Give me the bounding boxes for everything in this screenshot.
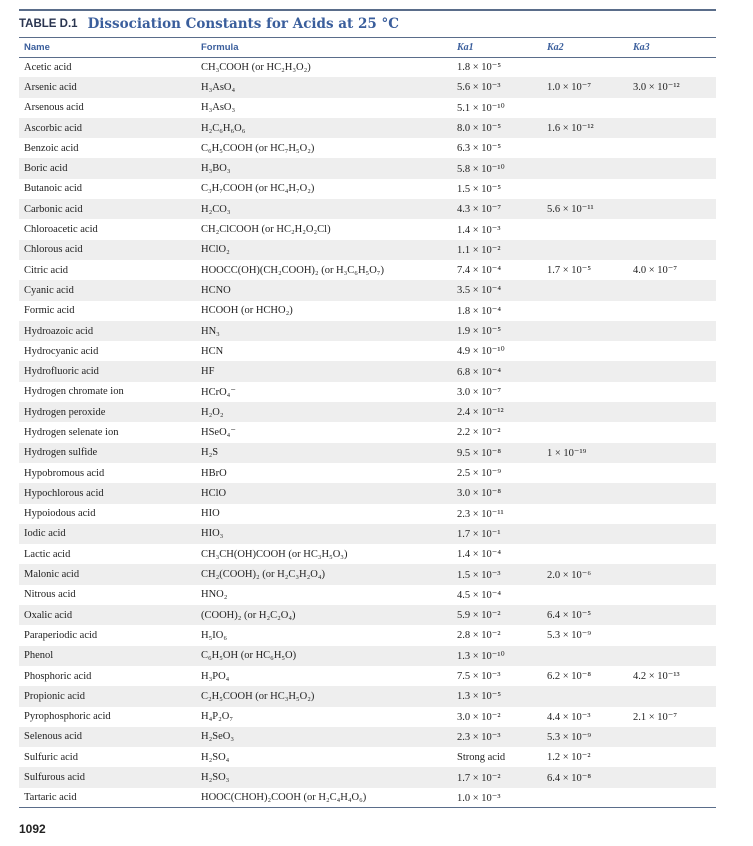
cell-ka3: [633, 585, 716, 605]
cell-name: Hypoiodous acid: [24, 508, 96, 520]
cell-ka2: 5.3 × 10⁻⁹: [547, 727, 633, 747]
table-caption: Dissociation Constants for Acids at 25 °C: [87, 16, 399, 32]
cell-name: Hypochlorous acid: [19, 483, 201, 503]
cell-name: Selenous acid: [19, 727, 201, 747]
cell-ka3: [633, 767, 716, 787]
cell-formula: C₃H₇COOH (or HC₄H₇O₂): [201, 183, 315, 195]
cell-formula: CH₂ClCOOH (or HC₂H₂O₂Cl): [201, 224, 331, 236]
table-row: [19, 605, 716, 625]
table-row: [19, 118, 716, 138]
cell-ka3: [633, 605, 716, 625]
cell-name: Hydrogen peroxide: [19, 402, 201, 422]
cell-name: Arsenous acid: [24, 102, 84, 114]
cell-name: Phosphoric acid: [24, 670, 92, 682]
table-row: [19, 686, 716, 706]
cell-formula: HN₃: [201, 321, 457, 341]
cell-ka1: 2.4 × 10⁻¹²: [457, 402, 547, 422]
cell-ka3: 2.1 × 10⁻⁷: [633, 711, 677, 723]
page-number: 1092: [19, 822, 46, 837]
cell-formula: H₂C₆H₆O₆: [201, 118, 457, 138]
table-label: TABLE D.1: [19, 18, 78, 30]
cell-ka1: 4.5 × 10⁻⁴: [457, 589, 501, 601]
cell-ka1: 1.8 × 10⁻⁵: [457, 62, 501, 74]
table-row: [19, 199, 716, 219]
cell-ka1: 2.2 × 10⁻²: [457, 427, 501, 439]
table-row: [19, 341, 716, 361]
table-row: [19, 57, 716, 77]
cell-ka2: [547, 219, 633, 239]
cell-ka1: 4.9 × 10⁻¹⁰: [457, 346, 505, 358]
cell-ka1: 1.3 × 10⁻⁵: [457, 686, 547, 706]
table-row: [19, 524, 716, 544]
cell-ka1: 3.0 × 10⁻²: [457, 711, 501, 723]
cell-formula: HF: [201, 361, 457, 381]
cell-ka3: [633, 321, 716, 341]
table-row: [19, 564, 716, 584]
cell-ka2: 4.4 × 10⁻³: [547, 711, 591, 723]
table-row: [19, 666, 716, 686]
cell-name: Chlorous acid: [19, 240, 201, 260]
cell-ka2: [547, 98, 633, 118]
table-row: [19, 77, 716, 97]
cell-ka2: 5.3 × 10⁻⁹: [547, 630, 591, 642]
cell-ka1: 5.1 × 10⁻¹⁰: [457, 102, 505, 114]
table-row: [19, 138, 716, 158]
cell-ka3: [633, 483, 716, 503]
cell-ka1: 1.0 × 10⁻³: [457, 788, 547, 808]
cell-ka3: [633, 98, 716, 118]
cell-formula: HClO₂: [201, 240, 457, 260]
header-ka1: Ka1: [457, 38, 547, 57]
cell-formula: H₂O₂: [201, 402, 457, 422]
cell-ka3: 3.0 × 10⁻¹²: [633, 77, 716, 97]
cell-ka3: [633, 625, 716, 645]
cell-ka2: [547, 301, 633, 321]
cell-ka3: [633, 199, 716, 219]
cell-name: Hydrocyanic acid: [24, 345, 99, 357]
cell-formula: H₄P₂O₇: [201, 711, 233, 723]
table-row: [19, 240, 716, 260]
cell-ka2: [547, 686, 633, 706]
cell-ka1: 6.3 × 10⁻⁵: [457, 143, 501, 155]
cell-ka2: 1.0 × 10⁻⁷: [547, 77, 633, 97]
table-row: [19, 463, 716, 483]
cell-formula: H₅IO₆: [201, 629, 227, 641]
cell-name: Ascorbic acid: [19, 118, 201, 138]
cell-ka1: 7.4 × 10⁻⁴: [457, 265, 501, 277]
cell-ka2: 1.2 × 10⁻²: [547, 752, 591, 764]
header-name: Name: [19, 38, 201, 57]
cell-ka2: [547, 57, 633, 77]
table-row: [19, 707, 716, 727]
cell-ka3: [633, 301, 716, 321]
cell-ka1: 1.1 × 10⁻²: [457, 240, 547, 260]
cell-ka1: 4.3 × 10⁻⁷: [457, 199, 547, 219]
cell-ka2: [547, 158, 633, 178]
cell-formula: H₃BO₃: [201, 158, 457, 178]
cell-formula: C₆H₅OH (or HC₆H₅O): [201, 646, 457, 666]
cell-ka1: 2.3 × 10⁻¹¹: [457, 508, 504, 520]
cell-ka3: [633, 727, 716, 747]
cell-ka1: 2.3 × 10⁻³: [457, 727, 547, 747]
cell-ka1: Strong acid: [457, 751, 506, 763]
cell-ka3: [633, 747, 716, 767]
table-row: [19, 260, 716, 280]
table-row: [19, 646, 716, 666]
cell-ka3: [633, 646, 716, 666]
cell-ka1: 1.7 × 10⁻¹: [457, 524, 547, 544]
cell-ka1: 1.4 × 10⁻⁴: [457, 549, 501, 561]
cell-formula: HOOCC(OH)(CH₂COOH)₂ (or H₃C₆H₅O₇): [201, 264, 384, 276]
cell-ka1: 7.5 × 10⁻³: [457, 671, 501, 683]
table-row: [19, 179, 716, 199]
cell-ka3: [633, 158, 716, 178]
table-row: [19, 625, 716, 645]
cell-ka2: 6.4 × 10⁻⁸: [547, 767, 633, 787]
table-row: [19, 402, 716, 422]
document-page: [19, 9, 716, 836]
table-row: [19, 361, 716, 381]
cell-formula: CH₃COOH (or HC₂H₃O₂): [201, 61, 311, 73]
cell-ka1: 1.7 × 10⁻²: [457, 767, 547, 787]
cell-name: Propionic acid: [19, 686, 201, 706]
cell-formula: CH₃CH(OH)COOH (or HC₃H₅O₃): [201, 548, 348, 560]
cell-name: Tartaric acid: [19, 788, 201, 808]
cell-ka2: [547, 524, 633, 544]
table-row: [19, 544, 716, 564]
cell-formula: HNO₂: [201, 589, 228, 601]
cell-name: Malonic acid: [19, 564, 201, 584]
cell-ka1: 6.8 × 10⁻⁴: [457, 361, 547, 381]
table-row: [19, 767, 716, 787]
table-body: [19, 57, 716, 808]
cell-formula: HCN: [201, 345, 224, 357]
cell-ka2: [547, 280, 633, 300]
cell-name: Formic acid: [24, 305, 75, 317]
cell-ka1: 3.0 × 10⁻⁷: [457, 386, 501, 398]
cell-ka1: 2.8 × 10⁻²: [457, 630, 501, 642]
cell-name: Phenol: [19, 646, 201, 666]
cell-ka2: [547, 138, 633, 158]
cell-name: Hydrogen sulfide: [19, 443, 201, 463]
cell-formula: H₂S: [201, 443, 457, 463]
cell-ka1: 3.5 × 10⁻⁴: [457, 280, 547, 300]
cell-ka2: [547, 483, 633, 503]
cell-ka2: [547, 788, 633, 808]
cell-ka3: [633, 179, 716, 199]
cell-formula: HCrO₄⁻: [201, 386, 236, 398]
table-row: [19, 504, 716, 524]
cell-ka3: [633, 118, 716, 138]
cell-ka3: [633, 504, 716, 524]
table-row: [19, 443, 716, 463]
cell-ka3: 4.2 × 10⁻¹³: [633, 671, 680, 683]
cell-name: Cyanic acid: [19, 280, 201, 300]
cell-name: Citric acid: [24, 264, 69, 276]
cell-formula: HCNO: [201, 280, 457, 300]
cell-ka3: [633, 686, 716, 706]
cell-ka2: [547, 341, 633, 361]
cell-ka2: [547, 361, 633, 381]
cell-name: Hydrogen chromate ion: [24, 386, 124, 398]
cell-name: Chloroacetic acid: [24, 224, 98, 236]
cell-formula: HOOC(CHOH)₂COOH (or H₂C₄H₄O₆): [201, 788, 457, 808]
cell-formula: HIO: [201, 508, 220, 520]
cell-formula: C₂H₅COOH (or HC₃H₅O₂): [201, 686, 457, 706]
cell-ka3: [633, 240, 716, 260]
cell-formula: H₂SeO₃: [201, 727, 457, 747]
cell-ka2: [547, 382, 633, 402]
table-row: [19, 422, 716, 442]
cell-ka1: 9.5 × 10⁻⁸: [457, 443, 547, 463]
cell-ka1: 1.5 × 10⁻⁵: [457, 183, 501, 195]
cell-ka1: 1.9 × 10⁻⁵: [457, 321, 547, 341]
cell-name: Hydrogen selenate ion: [24, 426, 119, 438]
cell-formula: (COOH)₂ (or H₂C₂O₄): [201, 605, 457, 625]
table-row: [19, 727, 716, 747]
cell-name: Hypobromous acid: [24, 467, 105, 479]
cell-ka1: 3.0 × 10⁻⁸: [457, 483, 547, 503]
cell-ka3: [633, 361, 716, 381]
cell-ka2: 1.7 × 10⁻⁵: [547, 265, 591, 277]
cell-ka3: [633, 280, 716, 300]
cell-name: Butanoic acid: [24, 183, 83, 195]
cell-ka3: 4.0 × 10⁻⁷: [633, 265, 677, 277]
table-row: [19, 219, 716, 239]
cell-ka2: [547, 240, 633, 260]
cell-ka3: [633, 463, 716, 483]
cell-ka2: [547, 585, 633, 605]
table-row: [19, 483, 716, 503]
cell-name: Hydroazoic acid: [19, 321, 201, 341]
cell-ka2: [547, 321, 633, 341]
cell-name: Paraperiodic acid: [24, 629, 98, 641]
cell-ka2: 6.2 × 10⁻⁸: [547, 671, 591, 683]
cell-name: Arsenic acid: [19, 77, 201, 97]
table-row: [19, 382, 716, 402]
cell-ka3: [633, 443, 716, 463]
cell-ka1: 1.4 × 10⁻³: [457, 224, 501, 236]
cell-formula: H₂CO₃: [201, 199, 457, 219]
cell-ka3: [633, 341, 716, 361]
cell-name: Nitrous acid: [24, 589, 76, 601]
cell-ka3: [633, 524, 716, 544]
cell-ka2: 2.0 × 10⁻⁶: [547, 564, 633, 584]
cell-ka2: [547, 646, 633, 666]
cell-formula: H₃PO₄: [201, 670, 230, 682]
cell-ka3: [633, 422, 716, 442]
header-formula: Formula: [201, 38, 457, 57]
cell-ka2: [547, 422, 633, 442]
cell-name: Lactic acid: [24, 548, 71, 560]
cell-name: Carbonic acid: [19, 199, 201, 219]
cell-name: Acetic acid: [24, 61, 72, 73]
cell-ka3: [633, 564, 716, 584]
cell-name: Sulfuric acid: [24, 751, 78, 763]
cell-formula: HBrO: [201, 467, 227, 479]
cell-formula: C₆H₅COOH (or HC₇H₅O₂): [201, 142, 315, 154]
cell-name: Hydrofluoric acid: [19, 361, 201, 381]
cell-formula: HSeO₄⁻: [201, 427, 236, 439]
cell-formula: HCOOH (or HCHO₂): [201, 305, 293, 317]
cell-ka2: 6.4 × 10⁻⁵: [547, 605, 633, 625]
cell-ka2: [547, 179, 633, 199]
header-row: [19, 38, 716, 57]
cell-ka2: 1 × 10⁻¹⁹: [547, 443, 633, 463]
cell-ka2: 1.6 × 10⁻¹²: [547, 118, 633, 138]
cell-ka2: [547, 402, 633, 422]
cell-name: Iodic acid: [19, 524, 201, 544]
table-title: [19, 11, 716, 37]
table-row: [19, 747, 716, 767]
dissociation-table: [19, 38, 716, 808]
cell-formula: H₃AsO₄: [201, 77, 457, 97]
table-row: [19, 321, 716, 341]
cell-formula: HIO₃: [201, 524, 457, 544]
cell-ka2: [547, 463, 633, 483]
cell-ka1: 2.5 × 10⁻⁹: [457, 468, 501, 480]
cell-ka1: 5.6 × 10⁻³: [457, 77, 547, 97]
table-row: [19, 788, 716, 808]
cell-formula: HClO: [201, 483, 457, 503]
cell-formula: H₂SO₃: [201, 767, 457, 787]
cell-formula: H₃AsO₃: [201, 102, 236, 114]
cell-ka2: 5.6 × 10⁻¹¹: [547, 199, 633, 219]
cell-ka3: [633, 788, 716, 808]
cell-ka3: [633, 382, 716, 402]
cell-ka1: 8.0 × 10⁻⁵: [457, 118, 547, 138]
cell-ka3: [633, 57, 716, 77]
cell-ka1: 1.3 × 10⁻¹⁰: [457, 646, 547, 666]
cell-name: Pyrophosphoric acid: [24, 711, 111, 723]
table-row: [19, 158, 716, 178]
cell-formula: CH₂(COOH)₂ (or H₂C₃H₂O₄): [201, 564, 457, 584]
cell-ka3: [633, 402, 716, 422]
cell-ka2: [547, 544, 633, 564]
cell-name: Sulfurous acid: [19, 767, 201, 787]
cell-ka1: 1.8 × 10⁻⁴: [457, 305, 501, 317]
cell-ka3: [633, 544, 716, 564]
table-row: [19, 280, 716, 300]
table-row: [19, 585, 716, 605]
cell-ka3: [633, 138, 716, 158]
cell-ka1: 1.5 × 10⁻³: [457, 564, 547, 584]
cell-ka1: 5.8 × 10⁻¹⁰: [457, 158, 547, 178]
cell-name: Boric acid: [19, 158, 201, 178]
cell-name: Oxalic acid: [19, 605, 201, 625]
header-ka3: Ka3: [633, 38, 716, 57]
cell-ka1: 5.9 × 10⁻²: [457, 605, 547, 625]
cell-ka2: [547, 504, 633, 524]
table-row: [19, 301, 716, 321]
table-row: [19, 98, 716, 118]
cell-name: Benzoic acid: [24, 142, 79, 154]
cell-ka3: [633, 219, 716, 239]
cell-formula: H₂SO₄: [201, 751, 230, 763]
header-ka2: Ka2: [547, 38, 633, 57]
